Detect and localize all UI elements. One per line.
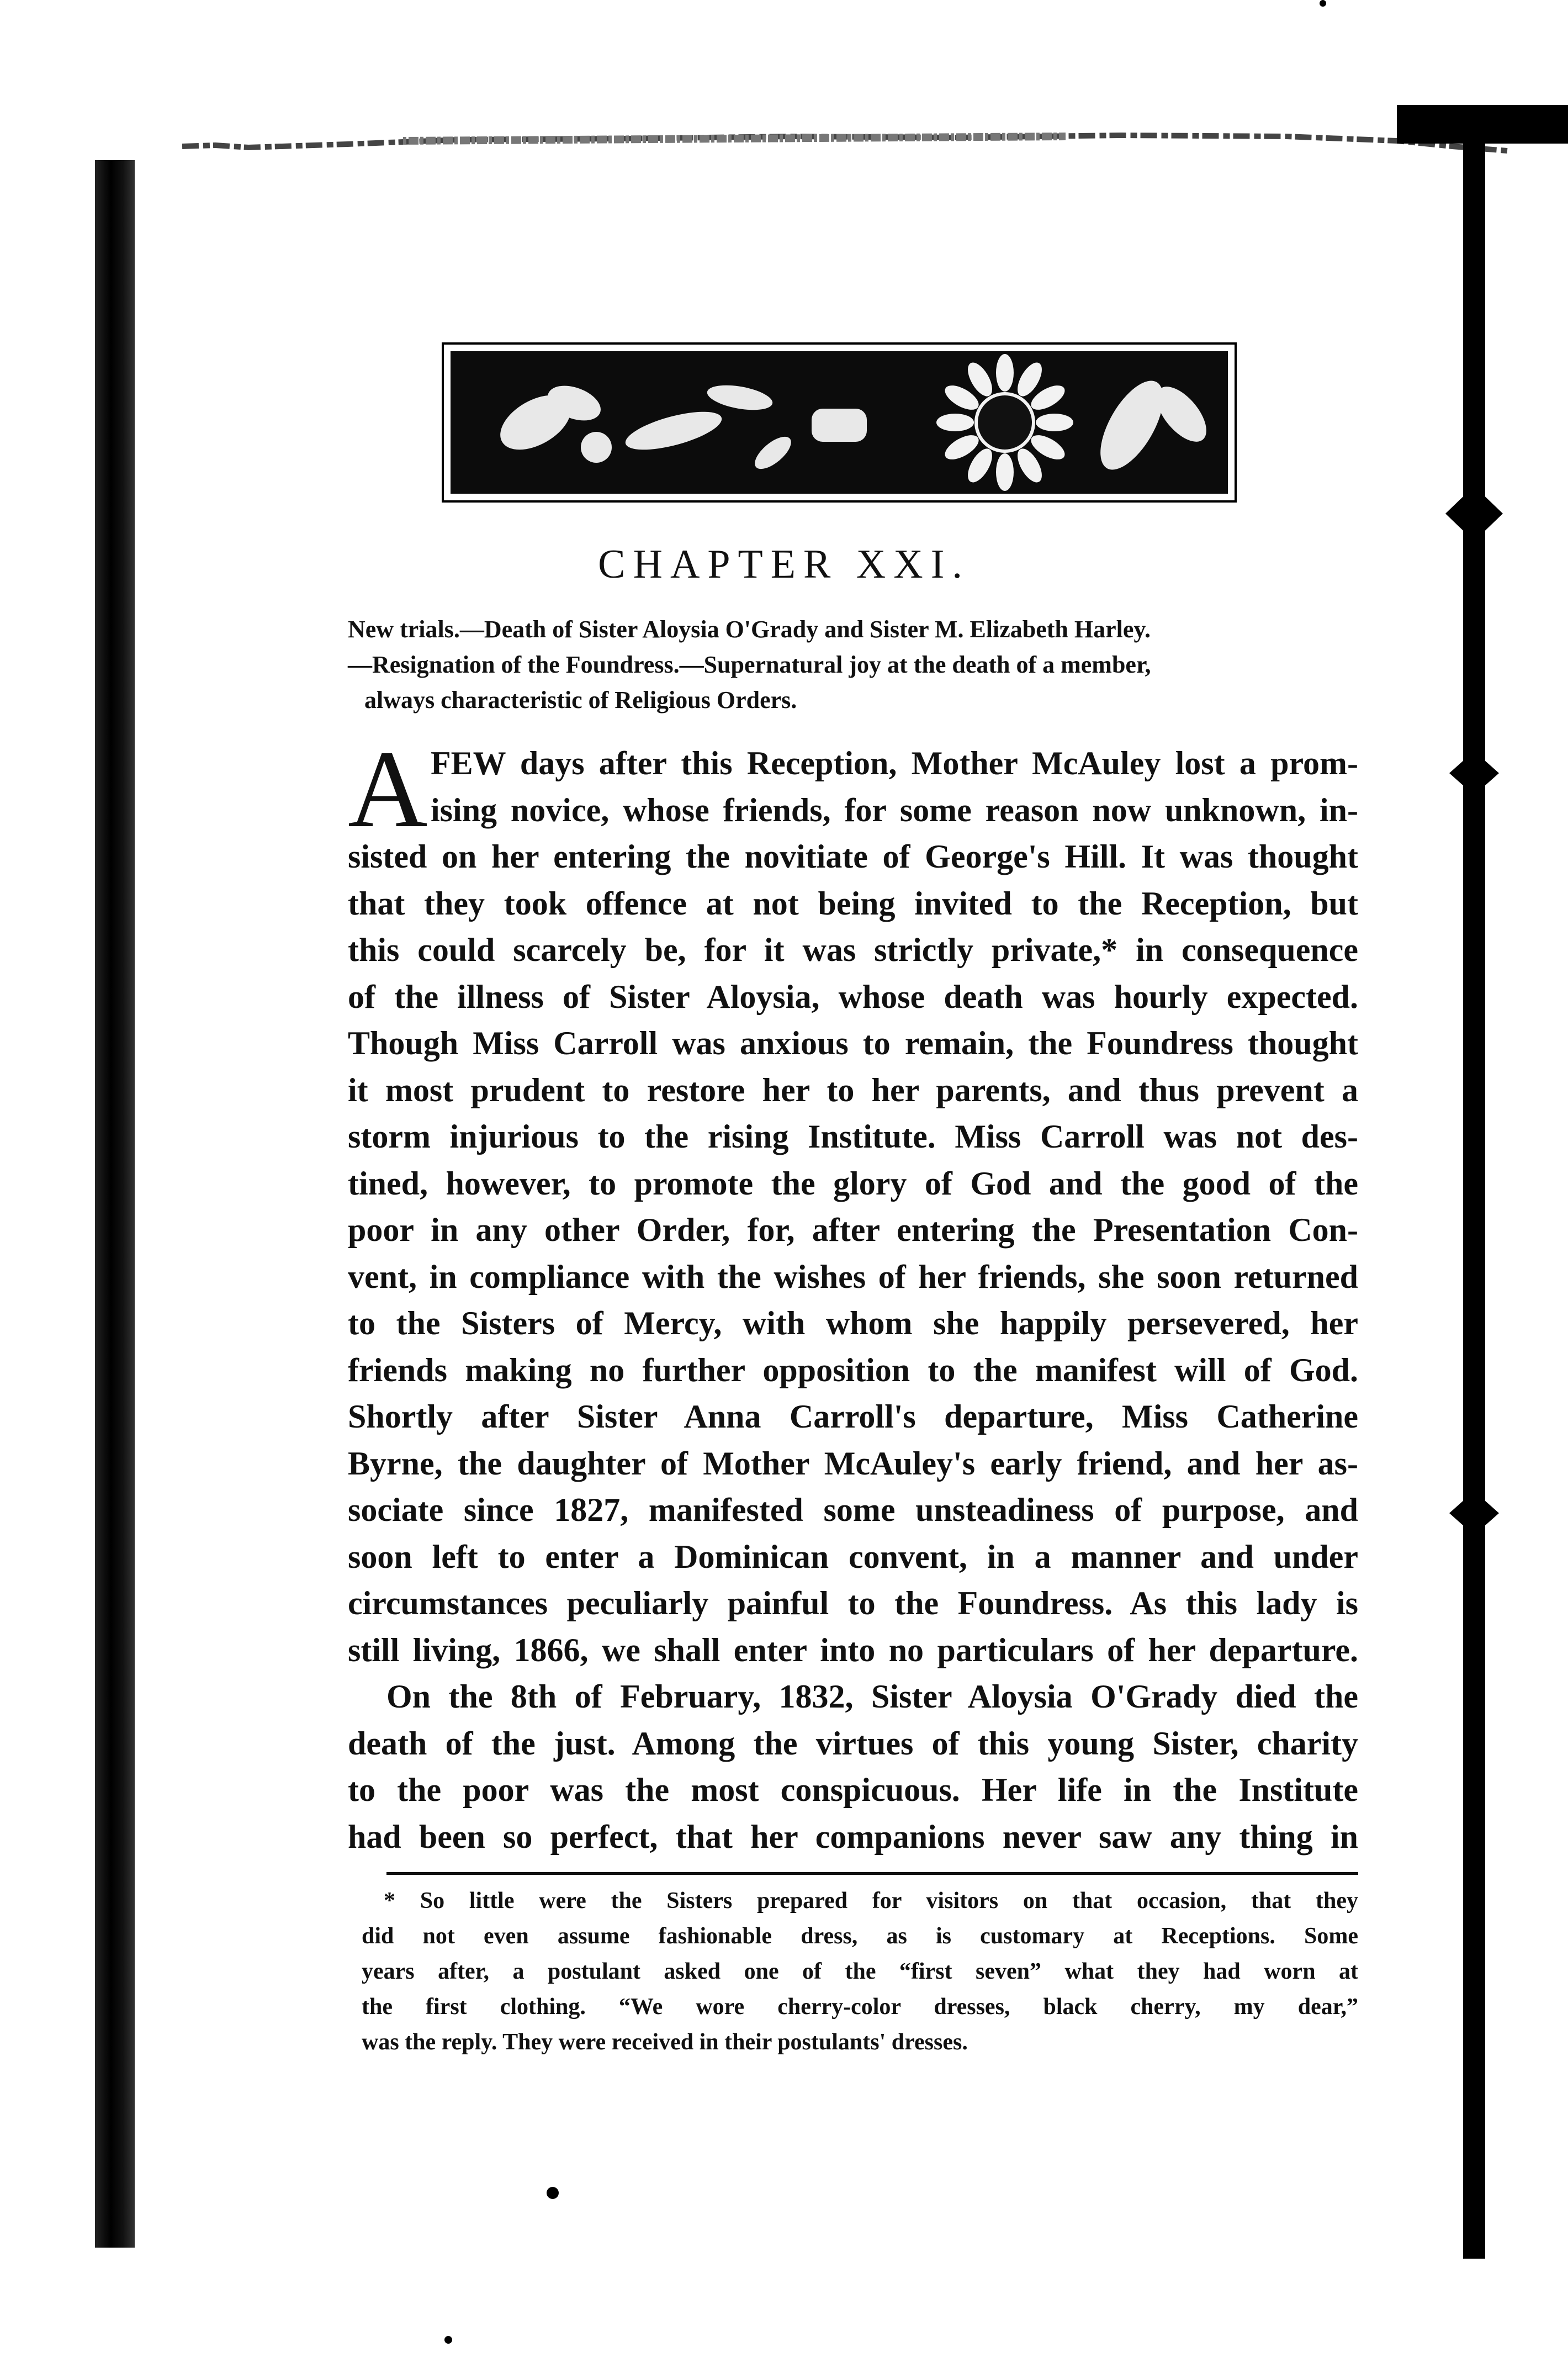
footnote-line: years after, a postulant asked one of the “first seven” what they had worn at (362, 1959, 1358, 1984)
body-line: Byrne, the daughter of Mother McAuley's early friend, and her as- (348, 1445, 1358, 1482)
body-text (348, 728, 1358, 1860)
body-line: to the Sisters of Mercy, with whom she happily persevered, her (348, 1305, 1358, 1341)
chapter-summary (348, 612, 1358, 718)
body-line: Though Miss Carroll was anxious to remain, the Foundress thought (348, 1025, 1358, 1061)
body-line: still living, 1866, we shall enter into no particulars of her departure. (348, 1631, 1358, 1668)
edge-arrow-mark (1445, 486, 1503, 541)
footnote (362, 1883, 1358, 2060)
body-line: storm injurious to the rising Institute. Miss Carroll was not des- (348, 1118, 1358, 1155)
body-line: soon left to enter a Dominican convent, in a manner and under (348, 1538, 1358, 1575)
body-line: death of the just. Among the virtues of this young Sister, charity (348, 1725, 1358, 1762)
scan-top-noise (182, 124, 1568, 157)
edge-diamond-mark-2 (1449, 1491, 1499, 1535)
body-line: circumstances peculiarly painful to the Foundress. As this lady is (348, 1585, 1358, 1621)
body-line: FEW days after this Reception, Mother McAuley lost a prom- (431, 745, 1358, 781)
body-line: friends making no further opposition to the manifest will of God. (348, 1351, 1358, 1388)
right-binding-edge (1463, 105, 1485, 2259)
body-line: poor in any other Order, for, after entering the Presentation Con- (348, 1212, 1358, 1248)
edge-diamond-mark (1449, 751, 1499, 795)
body-line: sociate since 1827, manifested some unsteadiness of purpose, and (348, 1492, 1358, 1528)
footnote-line: did not even assume fashionable dress, as is customary at Receptions. Some (362, 1923, 1358, 1949)
floral-ornament-band (442, 342, 1237, 503)
footnote-line: * So little were the Sisters prepared for visitors on that occasion, that they (384, 1888, 1358, 1914)
chapter-title: CHAPTER XXI. (598, 542, 970, 587)
body-line: this could scarcely be, for it was strictly private,* in consequence (348, 932, 1358, 968)
body-line: of the illness of Sister Aloysia, whose death was hourly expected. (348, 978, 1358, 1015)
body-line: to the poor was the most conspicuous. Her life in the Institute (348, 1772, 1358, 1808)
footnote-rule (386, 1872, 1358, 1875)
summary-line: —Resignation of the Foundress.—Supernatural joy at the death of a member, (348, 651, 1151, 678)
body-line: that they took offence at not being invited to the Reception, but (348, 885, 1358, 922)
body-line: tined, however, to promote the glory of God and the good of the (348, 1165, 1358, 1202)
footnote-line: was the reply. They were received in their postulants' dresses. (362, 2029, 968, 2055)
ink-speck (1320, 0, 1326, 7)
body-line: sisted on her entering the novitiate of George's Hill. It was thought (348, 838, 1358, 875)
left-binding-edge (95, 160, 135, 2248)
summary-line: New trials.—Death of Sister Aloysia O'Grady and Sister M. Elizabeth Harley. (348, 616, 1151, 643)
footnote-line: the first clothing. “We wore cherry-color dresses, black cherry, my dear,” (362, 1994, 1358, 2020)
drop-cap: A (348, 728, 428, 850)
body-line: On the 8th of February, 1832, Sister Aloysia O'Grady died the (386, 1678, 1358, 1715)
summary-line: always characteristic of Religious Orders. (364, 686, 797, 713)
body-line: ising novice, whose friends, for some reason now unknown, in- (431, 791, 1358, 828)
body-line: vent, in compliance with the wishes of her friends, she soon returned (348, 1258, 1358, 1295)
ink-speck (547, 2187, 559, 2199)
body-line: Shortly after Sister Anna Carroll's departure, Miss Catherine (348, 1398, 1358, 1435)
body-line: it most prudent to restore her to her parents, and thus prevent a (348, 1071, 1358, 1108)
body-line: had been so perfect, that her companions never saw any thing in (348, 1818, 1358, 1855)
ink-speck (444, 2336, 452, 2344)
